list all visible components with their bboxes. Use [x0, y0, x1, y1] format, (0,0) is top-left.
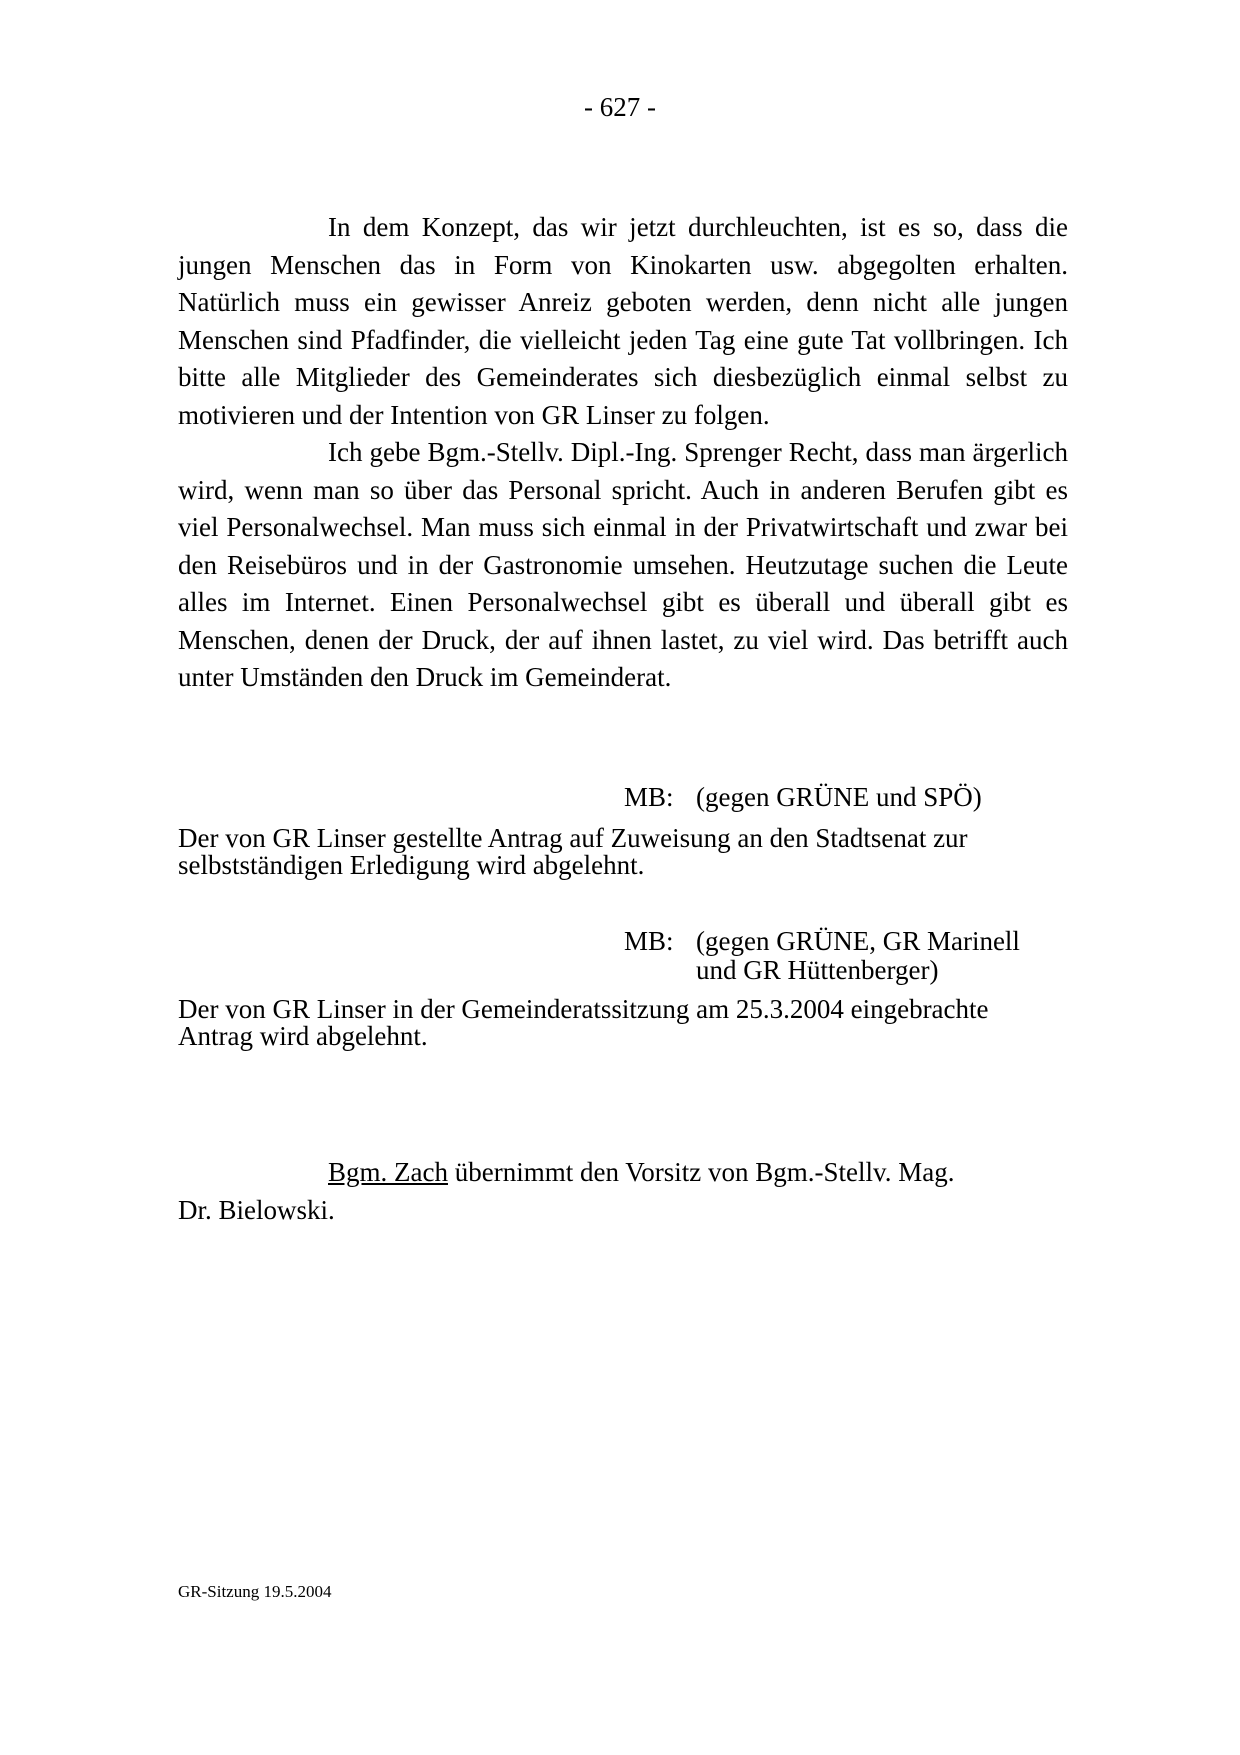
paragraph-line: gerlich wird, wenn man so über das Personal spricht. Auch in anderen Be — [178, 437, 1068, 505]
chair-name: Bgm. Zach — [328, 1157, 448, 1187]
paragraph-line: schaft und zwar bei den Reisebüros und in der Gastronomie umsehen. — [178, 512, 1068, 580]
chair-change-line-1 — [178, 1153, 1068, 1191]
resolution-line: Der von GR Linser gestellte Antrag auf Zuweisung an den Stadtsenat zur — [178, 823, 968, 853]
paragraph-line: es überall und überall gibt es Menschen, denen der Druck, der auf ihnen — [178, 587, 1068, 655]
vote-label: MB: — [624, 782, 674, 812]
resolution-line: selbstständigen Erledigung wird abgelehnt. — [178, 850, 645, 880]
resolution-line: Antrag wird abgelehnt. — [178, 1021, 428, 1051]
paragraph-line: Ich gebe Bgm.-Stellv. Dipl.-Ing. Sprenger Recht, dass man är — [328, 437, 994, 467]
resolution-2 — [178, 996, 1068, 1050]
paragraph-line: selbst zu motivieren und der Intention von GR Linser zu folgen. — [178, 362, 1068, 430]
paragraph-line: lastet, zu viel wird. Das betrifft auch unter Umständen den Druck im Ge — [178, 624, 1068, 692]
paragraph-line: jungen Menschen das in Form von Kinokarten usw. abgegolten erhalten. — [178, 249, 1068, 280]
paragraph-line: gen. Ich bitte alle Mitglieder des Gemeinderates sich diesbezüglich einmal — [178, 324, 1068, 392]
vote-text-line: (gegen GRÜNE, GR Marinell — [696, 926, 1020, 956]
vote-text — [696, 927, 1020, 985]
vote-result-2 — [624, 927, 1020, 985]
resolution-1 — [178, 825, 1068, 879]
paragraph-line: Heutzutage suchen die Leute alles im Internet. Einen Personalwechsel gibt — [178, 549, 1069, 617]
footer: GR-Sitzung 19.5.2004 — [178, 1582, 332, 1601]
paragraph-line: meinderat. — [556, 662, 672, 692]
chair-change-note — [178, 1153, 1068, 1229]
paragraph-1 — [178, 209, 1068, 434]
paragraph-2 — [178, 434, 1068, 697]
vote-text-line: (gegen GRÜNE und SPÖ) — [696, 782, 982, 812]
vote-text-line: und GR Hüttenberger) — [696, 955, 939, 985]
paragraph-line: Menschen sind Pfadfinder, die vielleicht jeden Tag eine gute Tat vollbrin — [178, 324, 980, 355]
paragraph-line: Natürlich muss ein gewisser Anreiz geboten werden, denn nicht alle jungen — [178, 287, 1068, 317]
resolution-line: Der von GR Linser in der Gemeinderatssitzung am 25.3.2004 eingebrachte — [178, 994, 989, 1024]
paragraph-1-text — [178, 209, 1068, 434]
vote-text — [696, 783, 982, 812]
paragraph-line: rufen gibt es viel Personalwechsel. Man muss sich einmal in der Privatwirt — [178, 474, 1068, 542]
vote-result-1 — [624, 783, 982, 812]
chair-change-text: übernimmt den Vorsitz von Bgm.-Stellv. Mag. — [447, 1157, 955, 1187]
paragraph-line: In dem Konzept, das wir jetzt durchleuchten, ist es so, dass die — [328, 212, 1068, 242]
paragraph-2-text — [178, 434, 1068, 697]
page-number: - 627 - — [584, 92, 656, 122]
chair-change-line-2: Dr. Bielowski. — [178, 1195, 335, 1225]
vote-label: MB: — [624, 926, 674, 956]
